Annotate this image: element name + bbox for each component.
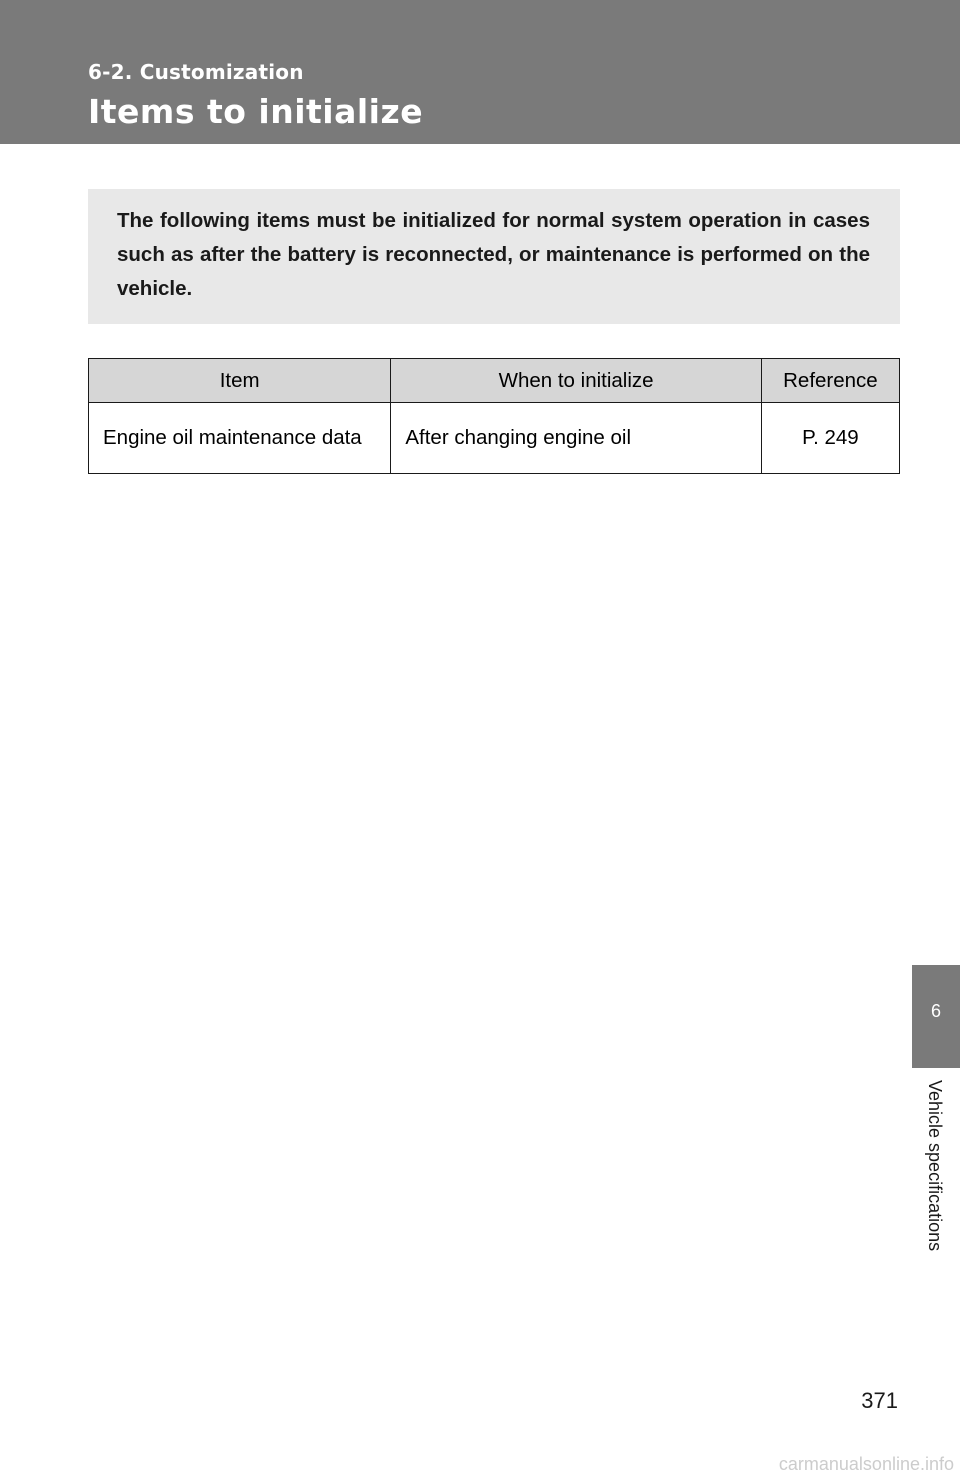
items-table	[88, 358, 900, 474]
cell-item: Engine oil maintenance data	[89, 403, 391, 474]
chapter-tab	[912, 965, 960, 1068]
intro-text: The following items must be initialized for normal system operation in cases such as after the battery is reconnected, or maintenance is performed on the vehicle.	[117, 209, 870, 300]
cell-reference: P. 249	[761, 403, 899, 474]
section-label: 6-2. Customization	[88, 60, 304, 84]
intro-box	[88, 189, 900, 324]
header-band	[0, 0, 960, 144]
page-number: 371	[861, 1388, 898, 1413]
watermark: carmanualsonline.info	[778, 1454, 954, 1474]
column-header-when: When to initialize	[391, 359, 761, 403]
column-header-reference: Reference	[761, 359, 899, 403]
table-row	[89, 403, 900, 474]
page-title: Items to initialize	[88, 92, 424, 131]
table-header-row	[89, 359, 900, 403]
column-header-item: Item	[89, 359, 391, 403]
chapter-number: 6	[930, 1001, 941, 1021]
chapter-label: Vehicle specifications	[925, 1080, 945, 1252]
cell-when: After changing engine oil	[391, 403, 761, 474]
